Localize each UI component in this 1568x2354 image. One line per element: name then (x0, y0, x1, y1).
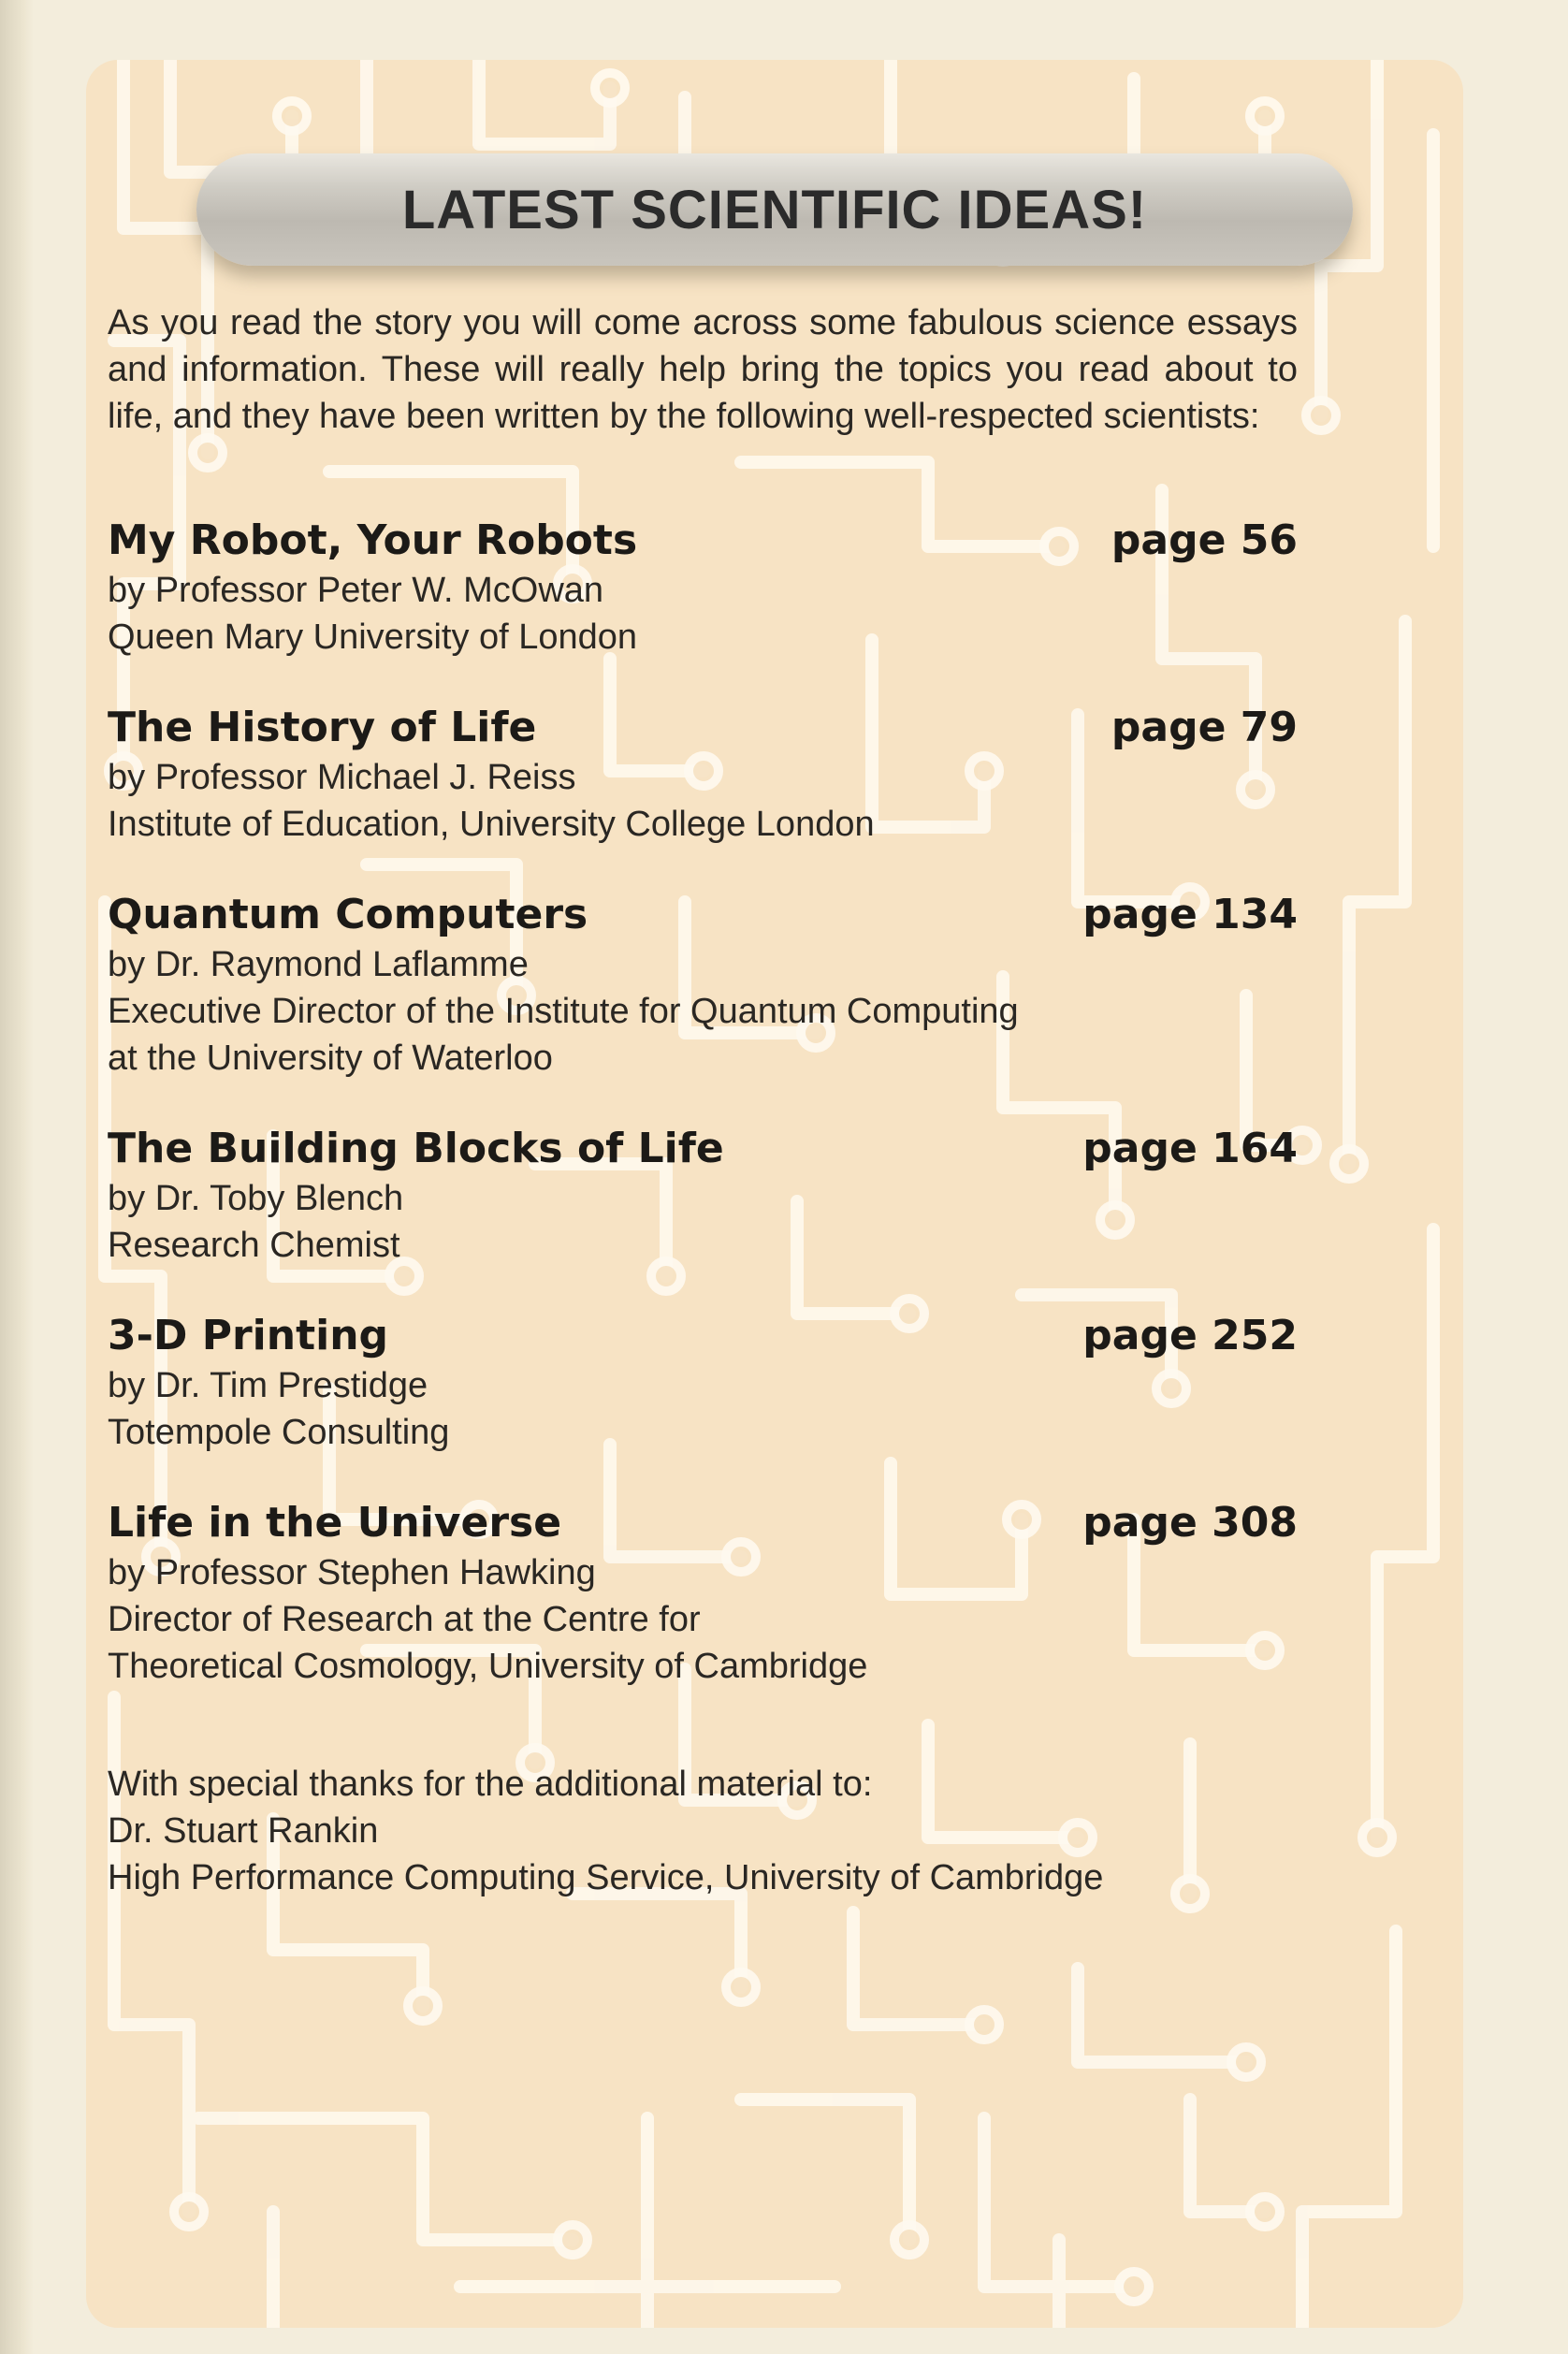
intro-paragraph: As you read the story you will come across some fabulous science essays and information. These will really help bring the topics you read about to life, and they have been written by the following well-respected scientists: (108, 303, 1298, 436)
essay-author: by Professor Stephen Hawking (108, 1553, 596, 1592)
essay-title: My Robot, Your Robots (108, 516, 638, 564)
essay-author: by Dr. Raymond Laflamme (108, 945, 529, 984)
essay-affiliation: Totempole Consulting (108, 1413, 450, 1452)
essay-page-number: page 134 (1082, 891, 1298, 938)
essay-title: Quantum Computers (108, 891, 588, 938)
essay-page-number: page 164 (1082, 1125, 1298, 1172)
thanks-name: Dr. Stuart Rankin (108, 1811, 379, 1851)
thanks-affiliation: High Performance Computing Service, University of Cambridge (108, 1858, 1104, 1897)
essay-page-number: page 308 (1082, 1499, 1298, 1547)
essay-page-number: page 252 (1082, 1312, 1298, 1359)
essay-author: by Dr. Toby Blench (108, 1179, 404, 1218)
page-title: LATEST SCIENTIFIC IDEAS! (401, 179, 1148, 240)
essay-page-number: page 79 (1111, 704, 1298, 751)
title-banner (196, 153, 1353, 266)
essay-affiliation: Theoretical Cosmology, University of Cambridge (108, 1647, 868, 1686)
essay-entry (108, 702, 1298, 848)
essay-affiliation: Research Chemist (108, 1226, 400, 1265)
essay-affiliation: Executive Director of the Institute for Quantum Computing (108, 992, 1019, 1031)
essay-entry (108, 515, 1298, 661)
essay-author: by Professor Peter W. McOwan (108, 571, 604, 610)
content (108, 299, 1298, 1901)
essay-title: The Building Blocks of Life (108, 1125, 724, 1172)
essay-author: by Dr. Tim Prestidge (108, 1366, 428, 1405)
essay-title: 3-D Printing (108, 1312, 389, 1359)
essay-entry (108, 1310, 1298, 1456)
essay-title: Life in the Universe (108, 1499, 562, 1547)
essay-list (108, 515, 1298, 1690)
acknowledgements (108, 1761, 1298, 1901)
essay-author: by Professor Michael J. Reiss (108, 758, 576, 797)
essay-title: The History of Life (108, 704, 537, 751)
essay-affiliation: at the University of Waterloo (108, 1039, 553, 1078)
essay-affiliation: Queen Mary University of London (108, 618, 638, 657)
thanks-intro: With special thanks for the additional material to: (108, 1765, 873, 1804)
essay-entry (108, 889, 1298, 1082)
essay-affiliation: Institute of Education, University College London (108, 805, 875, 844)
essay-affiliation: Director of Research at the Centre for (108, 1600, 701, 1639)
essay-entry (108, 1497, 1298, 1690)
essay-entry (108, 1123, 1298, 1269)
page-binding-edge (0, 0, 34, 2354)
essay-page-number: page 56 (1111, 516, 1298, 564)
